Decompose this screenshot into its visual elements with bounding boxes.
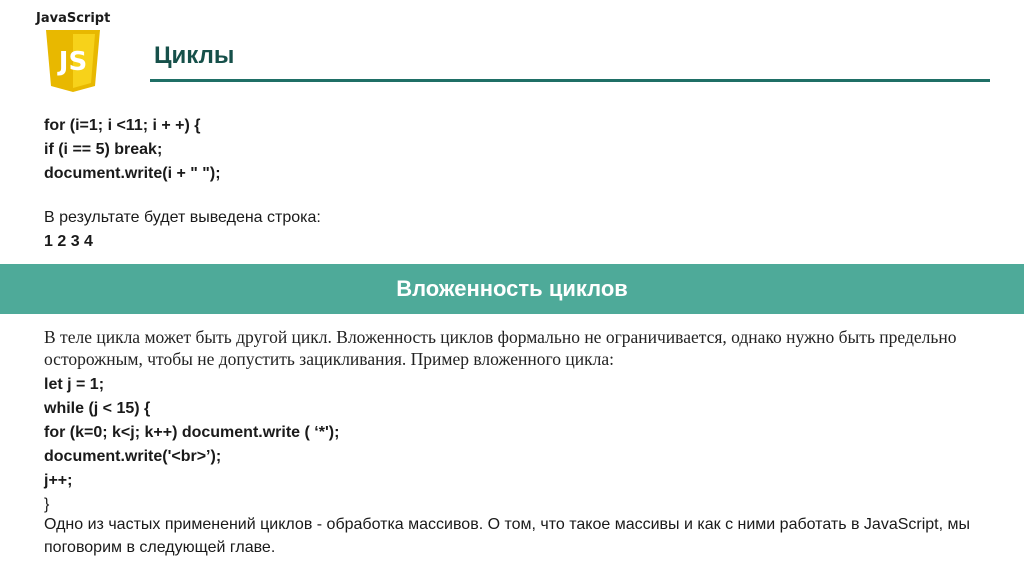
result-value: 1 2 3 4 — [44, 233, 93, 250]
intro-paragraph: В теле цикла может быть другой цикл. Вложенность циклов формально не ограничивается, однако нужно быть предельно осторожным, чтобы не допустить зацикливания. Пример вложенного цикла: — [44, 327, 957, 369]
js-shield-logo-icon — [44, 28, 102, 94]
page-title: Циклы — [154, 42, 235, 69]
code-line: while (j < 15) { — [44, 400, 151, 417]
code-line: document.write(i + " "); — [44, 165, 221, 182]
closing-brace: } — [44, 496, 50, 513]
code-line: for (i=1; i <11; i + +) { — [44, 117, 201, 134]
code-line: j++; — [44, 472, 73, 489]
brand-text: JavaScript — [36, 11, 111, 26]
code-block-top — [44, 114, 221, 186]
code-block-nested — [44, 373, 339, 517]
outro-paragraph: Одно из частых применений циклов - обработка массивов. О том, что такое массивы и как с ними работать в JavaScript, мы поговорим в следующей главе. — [44, 516, 971, 556]
code-line: let j = 1; — [44, 376, 105, 393]
code-line: document.write('<br>’); — [44, 448, 222, 465]
title-divider — [150, 79, 990, 82]
logo-letters: JS — [58, 47, 88, 77]
code-line: for (k=0; k<j; k++) document.write ( ‘*'); — [44, 424, 340, 441]
code-line: if (i == 5) break; — [44, 141, 163, 158]
section-title: Вложенность циклов — [396, 276, 628, 301]
result-label: В результате будет выведена строка: — [44, 209, 321, 226]
